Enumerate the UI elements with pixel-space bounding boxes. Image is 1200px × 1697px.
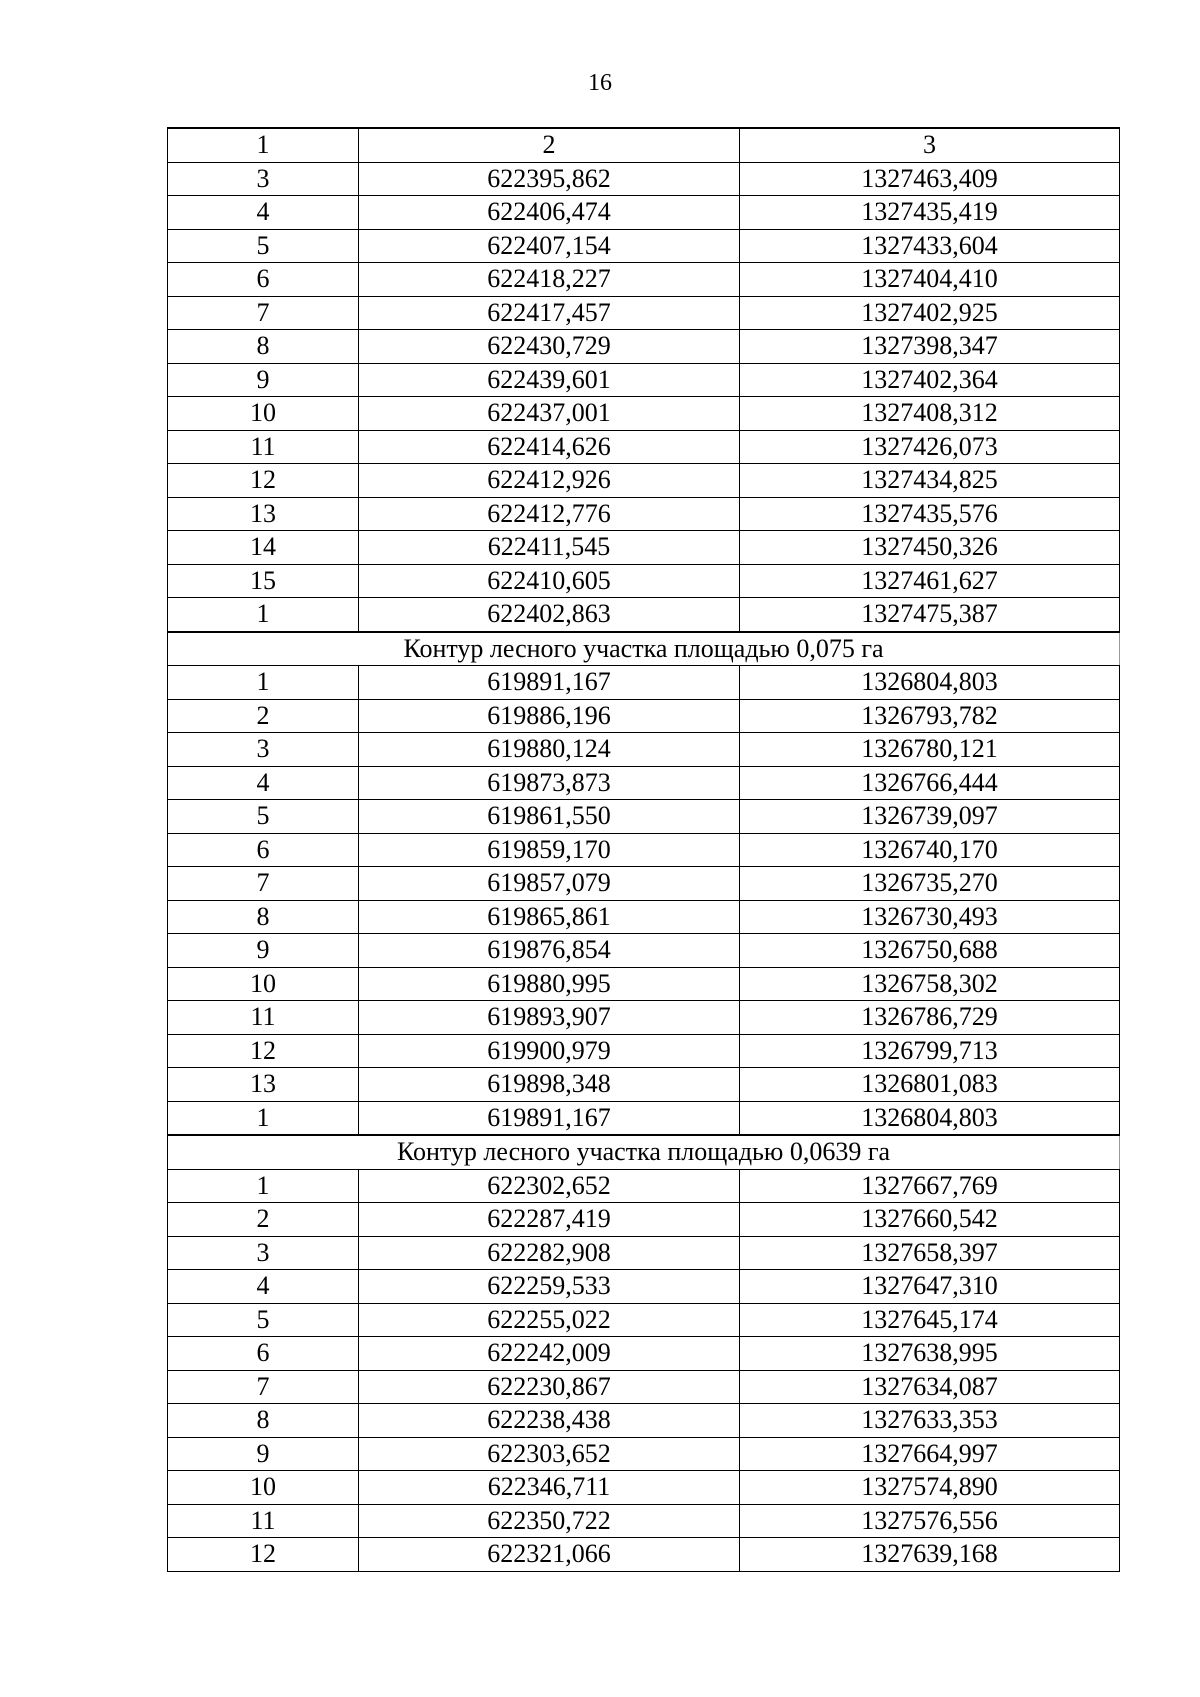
coordinates-table [167, 127, 1120, 1572]
table-row [168, 464, 1120, 498]
table-row [168, 196, 1120, 230]
table-row [168, 666, 1120, 700]
y-coordinate-cell: 1327402,925 [740, 296, 1120, 330]
x-coordinate-cell: 622242,009 [359, 1337, 740, 1371]
point-number-cell: 15 [168, 564, 359, 598]
table-row [168, 162, 1120, 196]
point-number-cell: 12 [168, 1034, 359, 1068]
point-number-cell: 1 [168, 666, 359, 700]
x-coordinate-cell: 622282,908 [359, 1236, 740, 1270]
x-coordinate-cell: 622412,926 [359, 464, 740, 498]
page-number: 16 [588, 70, 612, 96]
x-coordinate-cell: 619886,196 [359, 699, 740, 733]
y-coordinate-cell: 1326758,302 [740, 967, 1120, 1001]
y-coordinate-cell: 1327638,995 [740, 1337, 1120, 1371]
table-row [168, 934, 1120, 968]
y-coordinate-cell: 1327408,312 [740, 397, 1120, 431]
table-row [168, 967, 1120, 1001]
x-coordinate-cell: 622439,601 [359, 363, 740, 397]
table-row [168, 1437, 1120, 1471]
table-row [168, 1370, 1120, 1404]
table-row [168, 531, 1120, 565]
x-coordinate-cell: 619861,550 [359, 800, 740, 834]
y-coordinate-cell: 1327404,410 [740, 263, 1120, 297]
table-row [168, 1034, 1120, 1068]
table-row [168, 1236, 1120, 1270]
x-coordinate-cell: 622402,863 [359, 598, 740, 632]
x-coordinate-cell: 622410,605 [359, 564, 740, 598]
y-coordinate-cell: 1327434,825 [740, 464, 1120, 498]
table-row [168, 699, 1120, 733]
y-coordinate-cell: 1327660,542 [740, 1203, 1120, 1237]
point-number-cell: 8 [168, 900, 359, 934]
table-row [168, 1471, 1120, 1505]
point-number-cell: 13 [168, 1068, 359, 1102]
point-number-cell: 4 [168, 196, 359, 230]
point-number-cell: 5 [168, 229, 359, 263]
point-number-cell: 6 [168, 833, 359, 867]
point-number-cell: 10 [168, 1471, 359, 1505]
y-coordinate-cell: 1327647,310 [740, 1270, 1120, 1304]
y-coordinate-cell: 1327402,364 [740, 363, 1120, 397]
point-number-cell: 6 [168, 263, 359, 297]
point-number-cell: 4 [168, 1270, 359, 1304]
column-header-y: 3 [740, 128, 1120, 162]
x-coordinate-cell: 622407,154 [359, 229, 740, 263]
table-row [168, 1303, 1120, 1337]
table-row [168, 397, 1120, 431]
x-coordinate-cell: 622417,457 [359, 296, 740, 330]
x-coordinate-cell: 619893,907 [359, 1001, 740, 1035]
x-coordinate-cell: 619865,861 [359, 900, 740, 934]
table-row [168, 1270, 1120, 1304]
table-row [168, 1101, 1120, 1135]
point-number-cell: 13 [168, 497, 359, 531]
point-number-cell: 11 [168, 1504, 359, 1538]
x-coordinate-cell: 619876,854 [359, 934, 740, 968]
x-coordinate-cell: 619859,170 [359, 833, 740, 867]
y-coordinate-cell: 1327463,409 [740, 162, 1120, 196]
point-number-cell: 8 [168, 330, 359, 364]
table-row [168, 900, 1120, 934]
y-coordinate-cell: 1326793,782 [740, 699, 1120, 733]
y-coordinate-cell: 1326786,729 [740, 1001, 1120, 1035]
table-row [168, 598, 1120, 632]
section-title: Контур лесного участка площадью 0,0639 га [168, 1135, 1120, 1169]
x-coordinate-cell: 619880,995 [359, 967, 740, 1001]
point-number-cell: 3 [168, 1236, 359, 1270]
y-coordinate-cell: 1326766,444 [740, 766, 1120, 800]
table-row [168, 1504, 1120, 1538]
point-number-cell: 4 [168, 766, 359, 800]
y-coordinate-cell: 1326804,803 [740, 666, 1120, 700]
y-coordinate-cell: 1326735,270 [740, 867, 1120, 901]
y-coordinate-cell: 1327633,353 [740, 1404, 1120, 1438]
point-number-cell: 7 [168, 296, 359, 330]
table-row [168, 1169, 1120, 1203]
point-number-cell: 6 [168, 1337, 359, 1371]
table-header-row [168, 128, 1120, 162]
table-row [168, 1001, 1120, 1035]
table-row [168, 1068, 1120, 1102]
section-title-row [168, 1135, 1120, 1169]
x-coordinate-cell: 619857,079 [359, 867, 740, 901]
point-number-cell: 11 [168, 430, 359, 464]
table-row [168, 363, 1120, 397]
y-coordinate-cell: 1327639,168 [740, 1538, 1120, 1572]
x-coordinate-cell: 622259,533 [359, 1270, 740, 1304]
x-coordinate-cell: 622437,001 [359, 397, 740, 431]
column-header-x: 2 [359, 128, 740, 162]
y-coordinate-cell: 1327461,627 [740, 564, 1120, 598]
point-number-cell: 11 [168, 1001, 359, 1035]
y-coordinate-cell: 1326804,803 [740, 1101, 1120, 1135]
y-coordinate-cell: 1327576,556 [740, 1504, 1120, 1538]
x-coordinate-cell: 622238,438 [359, 1404, 740, 1438]
point-number-cell: 1 [168, 598, 359, 632]
point-number-cell: 2 [168, 699, 359, 733]
table-row [168, 733, 1120, 767]
table-row [168, 430, 1120, 464]
point-number-cell: 14 [168, 531, 359, 565]
y-coordinate-cell: 1327435,576 [740, 497, 1120, 531]
x-coordinate-cell: 619880,124 [359, 733, 740, 767]
point-number-cell: 9 [168, 1437, 359, 1471]
table-row [168, 296, 1120, 330]
x-coordinate-cell: 622418,227 [359, 263, 740, 297]
x-coordinate-cell: 622414,626 [359, 430, 740, 464]
table-row [168, 1404, 1120, 1438]
y-coordinate-cell: 1326750,688 [740, 934, 1120, 968]
table-row [168, 497, 1120, 531]
x-coordinate-cell: 622350,722 [359, 1504, 740, 1538]
x-coordinate-cell: 622411,545 [359, 531, 740, 565]
point-number-cell: 10 [168, 397, 359, 431]
x-coordinate-cell: 622346,711 [359, 1471, 740, 1505]
x-coordinate-cell: 619898,348 [359, 1068, 740, 1102]
y-coordinate-cell: 1327658,397 [740, 1236, 1120, 1270]
table-row [168, 833, 1120, 867]
y-coordinate-cell: 1326730,493 [740, 900, 1120, 934]
table-row [168, 1203, 1120, 1237]
y-coordinate-cell: 1327634,087 [740, 1370, 1120, 1404]
point-number-cell: 9 [168, 934, 359, 968]
y-coordinate-cell: 1327667,769 [740, 1169, 1120, 1203]
x-coordinate-cell: 622406,474 [359, 196, 740, 230]
y-coordinate-cell: 1327450,326 [740, 531, 1120, 565]
point-number-cell: 5 [168, 800, 359, 834]
x-coordinate-cell: 622303,652 [359, 1437, 740, 1471]
x-coordinate-cell: 619891,167 [359, 666, 740, 700]
y-coordinate-cell: 1327645,174 [740, 1303, 1120, 1337]
point-number-cell: 2 [168, 1203, 359, 1237]
x-coordinate-cell: 619873,873 [359, 766, 740, 800]
y-coordinate-cell: 1327426,073 [740, 430, 1120, 464]
y-coordinate-cell: 1327398,347 [740, 330, 1120, 364]
y-coordinate-cell: 1327475,387 [740, 598, 1120, 632]
table-row [168, 766, 1120, 800]
x-coordinate-cell: 622412,776 [359, 497, 740, 531]
x-coordinate-cell: 622287,419 [359, 1203, 740, 1237]
point-number-cell: 3 [168, 162, 359, 196]
x-coordinate-cell: 622302,652 [359, 1169, 740, 1203]
table-row [168, 229, 1120, 263]
table-row [168, 330, 1120, 364]
x-coordinate-cell: 622395,862 [359, 162, 740, 196]
x-coordinate-cell: 622430,729 [359, 330, 740, 364]
y-coordinate-cell: 1327574,890 [740, 1471, 1120, 1505]
point-number-cell: 1 [168, 1169, 359, 1203]
table-row [168, 564, 1120, 598]
point-number-cell: 7 [168, 1370, 359, 1404]
coordinates-table-body [168, 128, 1120, 1571]
x-coordinate-cell: 622255,022 [359, 1303, 740, 1337]
point-number-cell: 8 [168, 1404, 359, 1438]
table-row [168, 867, 1120, 901]
point-number-cell: 7 [168, 867, 359, 901]
section-title: Контур лесного участка площадью 0,075 га [168, 632, 1120, 666]
column-header-number: 1 [168, 128, 359, 162]
point-number-cell: 12 [168, 464, 359, 498]
y-coordinate-cell: 1327435,419 [740, 196, 1120, 230]
section-title-row [168, 632, 1120, 666]
y-coordinate-cell: 1326801,083 [740, 1068, 1120, 1102]
y-coordinate-cell: 1326739,097 [740, 800, 1120, 834]
table-row [168, 1337, 1120, 1371]
y-coordinate-cell: 1326780,121 [740, 733, 1120, 767]
point-number-cell: 9 [168, 363, 359, 397]
x-coordinate-cell: 619900,979 [359, 1034, 740, 1068]
point-number-cell: 12 [168, 1538, 359, 1572]
x-coordinate-cell: 619891,167 [359, 1101, 740, 1135]
x-coordinate-cell: 622230,867 [359, 1370, 740, 1404]
table-row [168, 263, 1120, 297]
point-number-cell: 3 [168, 733, 359, 767]
y-coordinate-cell: 1327664,997 [740, 1437, 1120, 1471]
table-row [168, 800, 1120, 834]
table-row [168, 1538, 1120, 1572]
y-coordinate-cell: 1326799,713 [740, 1034, 1120, 1068]
x-coordinate-cell: 622321,066 [359, 1538, 740, 1572]
y-coordinate-cell: 1327433,604 [740, 229, 1120, 263]
y-coordinate-cell: 1326740,170 [740, 833, 1120, 867]
point-number-cell: 10 [168, 967, 359, 1001]
point-number-cell: 1 [168, 1101, 359, 1135]
point-number-cell: 5 [168, 1303, 359, 1337]
